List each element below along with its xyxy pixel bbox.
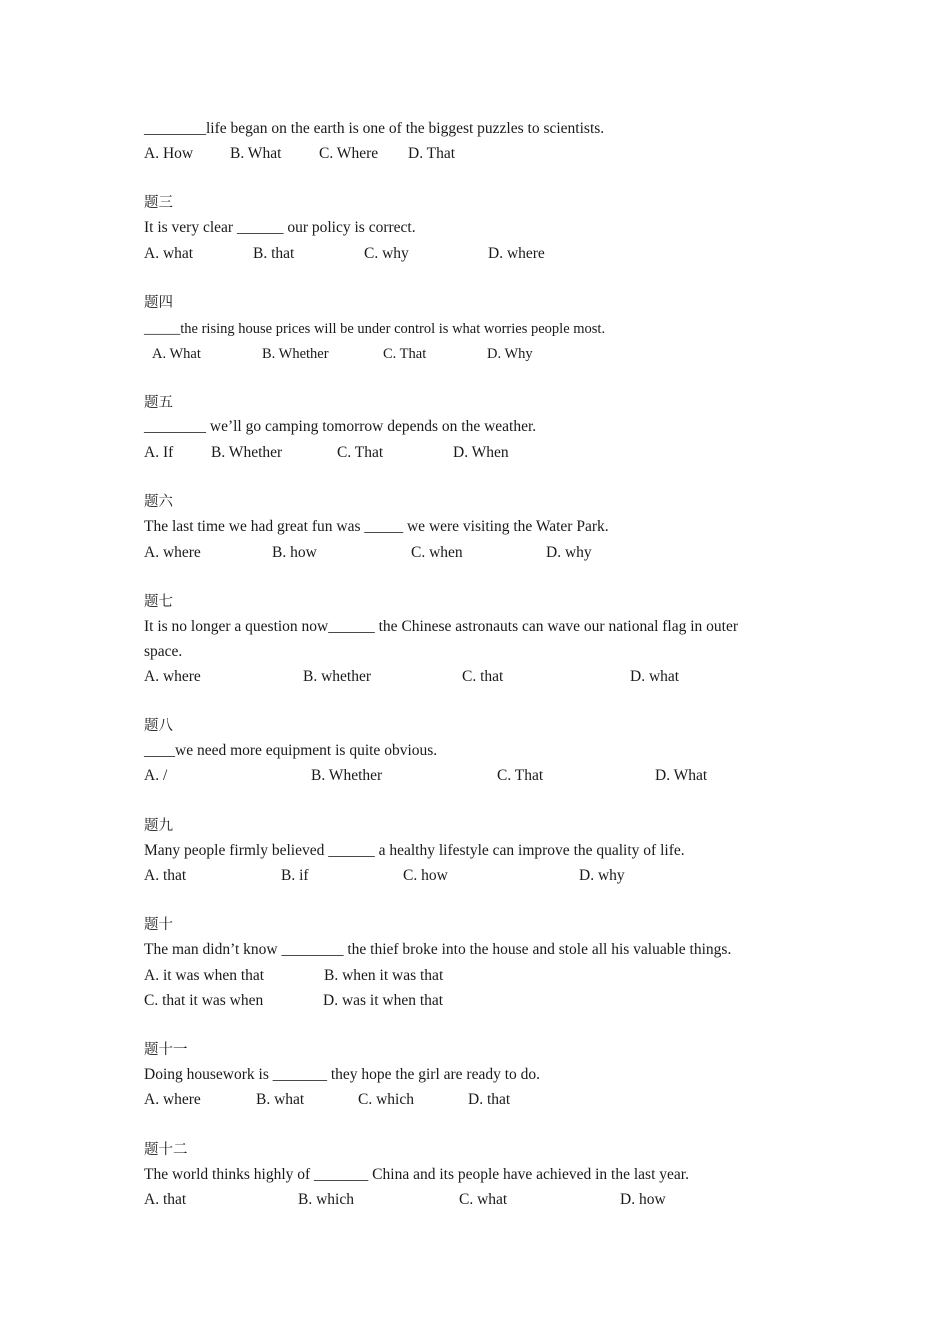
option-c: C. when <box>411 544 463 561</box>
question-stem: _____the rising house prices will be under control is what worries people most. <box>144 321 606 337</box>
option-c: C. that it was when <box>144 992 264 1009</box>
question-stem: It is very clear ______ our policy is correct. <box>144 219 416 236</box>
question-heading: 题十一 <box>144 1042 188 1058</box>
option-b: B. Whether <box>262 346 329 362</box>
option-c: C. That <box>497 767 544 784</box>
option-d: D. why <box>579 867 625 884</box>
option-a: A. How <box>144 145 194 162</box>
option-c: C. That <box>383 346 427 362</box>
question-heading: 题三 <box>144 195 173 211</box>
option-a: A. What <box>152 346 201 362</box>
option-a: A. what <box>144 245 194 262</box>
option-b: B. Whether <box>211 444 283 461</box>
option-d: D. When <box>453 444 509 461</box>
question-stem: ________ we’ll go camping tomorrow depends on the weather. <box>144 418 537 435</box>
option-d: D. how <box>620 1191 666 1208</box>
question-stem: The last time we had great fun was _____ we were visiting the Water Park. <box>144 518 609 535</box>
option-d: D. Why <box>487 346 533 362</box>
question-heading: 题十二 <box>144 1142 188 1158</box>
question-stem: It is no longer a question now______ the Chinese astronauts can wave our national flag in outer <box>144 618 739 635</box>
option-b: B. that <box>253 245 295 262</box>
option-b: B. Whether <box>311 767 383 784</box>
option-c: C. why <box>364 245 409 262</box>
question-stem: Many people firmly believed ______ a healthy lifestyle can improve the quality of life. <box>144 842 685 859</box>
option-d: D. That <box>408 145 456 162</box>
option-c: C. how <box>403 867 448 884</box>
option-d: D. what <box>630 668 680 685</box>
option-c: C. which <box>358 1091 414 1108</box>
question-stem: ____we need more equipment is quite obvious. <box>144 742 438 759</box>
option-d: D. was it when that <box>323 992 444 1009</box>
option-b: B. how <box>272 544 317 561</box>
question-heading: 题八 <box>144 718 173 734</box>
option-b: B. which <box>298 1191 354 1208</box>
option-b: B. whether <box>303 668 372 685</box>
option-a: A. / <box>144 767 168 784</box>
option-a: A. it was when that <box>144 967 265 984</box>
option-b: B. what <box>256 1091 305 1108</box>
option-d: D. What <box>655 767 708 784</box>
option-c: C. that <box>462 668 504 685</box>
option-d: D. that <box>468 1091 511 1108</box>
question-stem-continued: space. <box>144 643 183 660</box>
option-b: B. What <box>230 145 282 162</box>
option-c: C. what <box>459 1191 508 1208</box>
option-d: D. where <box>488 245 545 262</box>
option-a: A. that <box>144 867 187 884</box>
question-stem: The man didn’t know ________ the thief broke into the house and stole all his valuable things. <box>144 941 732 958</box>
option-d: D. why <box>546 544 592 561</box>
question-stem: Doing housework is _______ they hope the girl are ready to do. <box>144 1066 541 1083</box>
option-a: A. that <box>144 1191 187 1208</box>
option-b: B. when it was that <box>324 967 444 984</box>
option-c: C. That <box>337 444 384 461</box>
question-heading: 题七 <box>144 594 173 610</box>
option-a: A. If <box>144 444 174 461</box>
question-heading: 题十 <box>144 917 173 933</box>
question-heading: 题九 <box>144 818 173 834</box>
option-a: A. where <box>144 1091 201 1108</box>
question-stem: The world thinks highly of _______ China and its people have achieved in the last year. <box>144 1166 689 1183</box>
option-c: C. Where <box>319 145 379 162</box>
question-heading: 题五 <box>144 395 173 411</box>
option-a: A. where <box>144 544 201 561</box>
question-heading: 题六 <box>144 494 173 510</box>
option-b: B. if <box>281 867 309 884</box>
option-a: A. where <box>144 668 201 685</box>
question-heading: 题四 <box>144 295 173 311</box>
question-stem: ________life began on the earth is one of the biggest puzzles to scientists. <box>144 120 605 137</box>
